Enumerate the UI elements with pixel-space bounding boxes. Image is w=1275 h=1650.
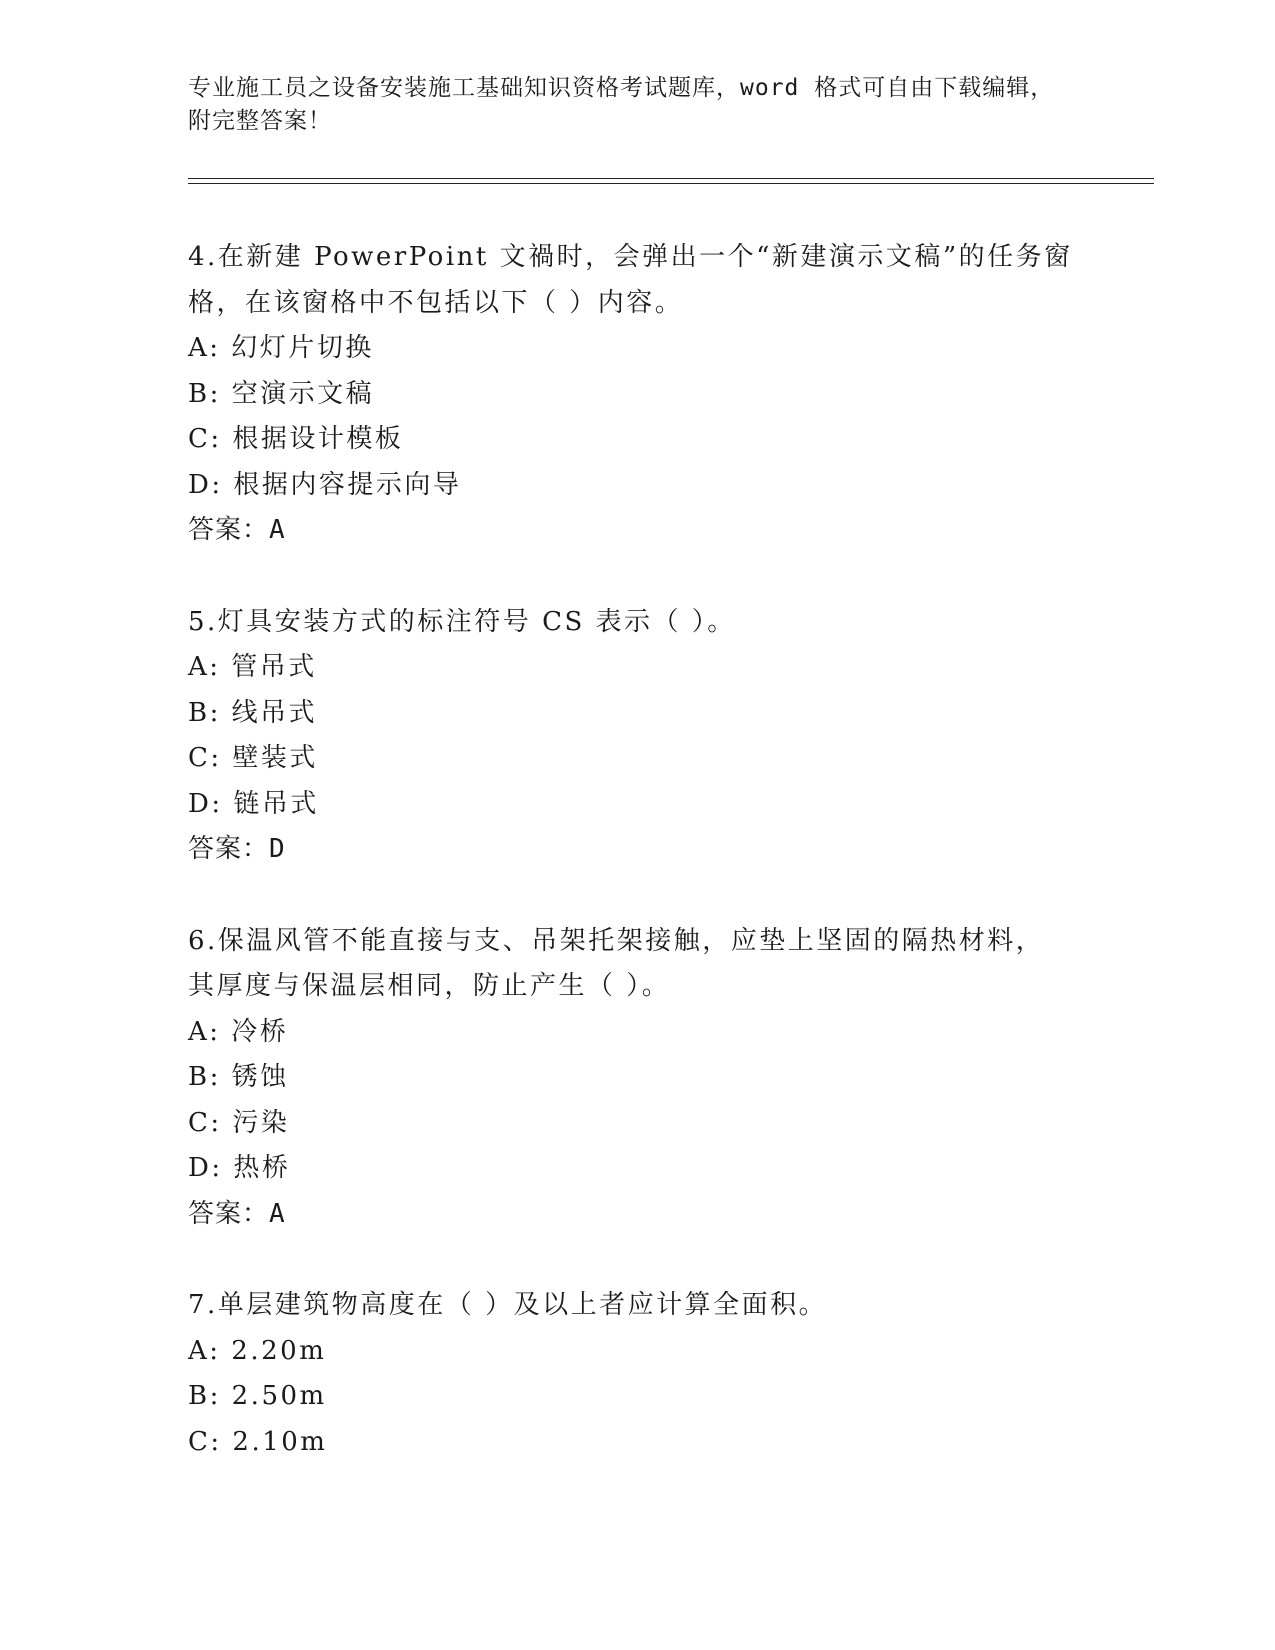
option-c: C: 壁装式 <box>188 743 318 773</box>
header-divider-top <box>188 178 1154 179</box>
spacer <box>188 554 1088 600</box>
answer-line: 答案：D <box>188 834 286 864</box>
option-b: B: 空演示文稿 <box>188 378 375 409</box>
option-c: C: 根据设计模板 <box>188 424 404 454</box>
question-text-line: 7.单层建筑物高度在（ ）及以上者应计算全面积。 <box>188 1290 828 1320</box>
option-b: B: 2.50m <box>188 1381 327 1411</box>
spacer <box>188 873 1088 919</box>
header-line-1: 专业施工员之设备安装施工基础知识资格考试题库，word 格式可自由下载编辑， <box>188 75 1055 101</box>
question-4 <box>188 235 1088 554</box>
answer-line: 答案：A <box>188 1198 286 1229</box>
option-b: B: 锈蚀 <box>188 1062 289 1092</box>
document-header <box>188 72 1088 138</box>
option-b: B: 线吊式 <box>188 697 318 728</box>
question-5 <box>188 600 1088 873</box>
option-d: D: 链吊式 <box>188 788 319 819</box>
option-c: C: 2.10m <box>188 1426 328 1457</box>
spacer <box>188 1237 1088 1283</box>
question-text-line: 格，在该窗格中不包括以下（ ）内容。 <box>188 287 684 318</box>
question-7 <box>188 1283 1088 1465</box>
question-text-line: 4.在新建 PowerPoint 文禍时，会弹出一个“新建演示文稿”的任务窗 <box>188 242 1073 272</box>
header-line-2: 附完整答案！ <box>188 108 332 134</box>
option-a: A: 2.20m <box>188 1335 327 1366</box>
header-divider-bottom <box>188 183 1154 184</box>
answer-line: 答案：A <box>188 515 286 545</box>
option-a: A: 管吊式 <box>188 652 317 682</box>
question-text-line: 5.灯具安装方式的标注符号 CS 表示（ ）。 <box>188 606 736 637</box>
option-c: C: 污染 <box>188 1107 290 1138</box>
option-d: D: 根据内容提示向导 <box>188 469 462 500</box>
option-a: A: 幻灯片切换 <box>188 333 374 363</box>
question-text-line: 其厚度与保温层相同，防止产生（ ）。 <box>188 971 671 1001</box>
question-text-line: 6.保温风管不能直接与支、吊架托架接触，应垫上坚固的隔热材料， <box>188 925 1045 956</box>
question-list <box>188 235 1088 1465</box>
question-6 <box>188 919 1088 1238</box>
option-d: D: 热桥 <box>188 1153 291 1183</box>
option-a: A: 冷桥 <box>188 1016 289 1047</box>
